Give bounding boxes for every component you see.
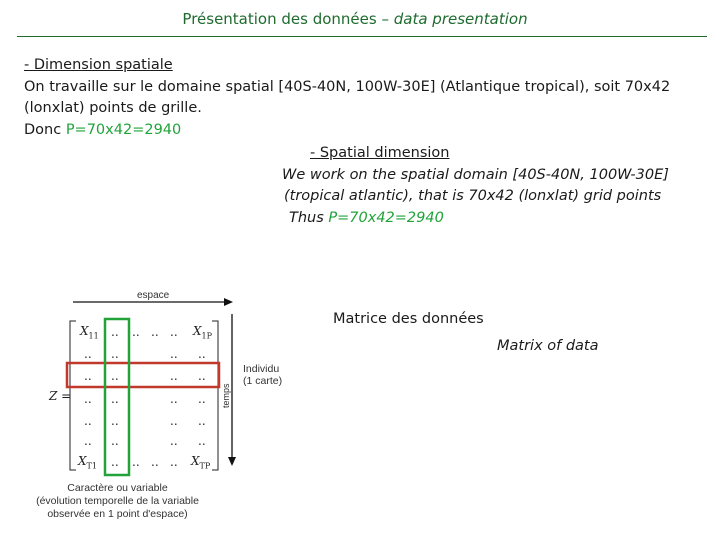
matrix-cell-x1p: $X_{1P}$ <box>193 324 213 341</box>
matrix-cell: .. <box>170 414 178 428</box>
matrix-title-fr: Matrice des données <box>333 311 484 327</box>
matrix-cell-xtp: $X_{TP}$ <box>191 454 211 471</box>
space-arrow-head <box>224 298 233 306</box>
title-french: Présentation des données – <box>182 10 389 28</box>
matrix-cell: .. <box>198 392 206 406</box>
matrix-cell: .. <box>84 414 92 428</box>
matrix-cell: .. <box>111 455 119 469</box>
z-label: Z = <box>49 389 72 403</box>
french-line-1: On travaille sur le domaine spatial [40S-40N, 100W-30E] (Atlantique tropical), soit 70x42 <box>24 78 671 95</box>
matrix-cell: .. <box>170 369 178 383</box>
matrix-cell: .. <box>198 369 206 383</box>
matrix-cell: .. <box>151 325 159 339</box>
matrix-cell: .. <box>111 414 119 428</box>
matrix-cell: .. <box>84 434 92 448</box>
english-heading: - Spatial dimension <box>310 145 450 161</box>
matrix-cell: .. <box>198 347 206 361</box>
matrix-cell: .. <box>111 347 119 361</box>
matrix-cell: .. <box>170 347 178 361</box>
matrix-cell: .. <box>170 392 178 406</box>
matrix-cell-x11: $X_{11}$ <box>80 324 99 341</box>
matrix-cell: .. <box>132 455 140 469</box>
matrix-title-en: Matrix of data <box>497 338 599 354</box>
matrix-cell: .. <box>84 347 92 361</box>
french-p-value: P=70x42=2940 <box>65 121 182 138</box>
english-line-2: (tropical atlantic), that is 70x42 (lonxlat) grid points <box>284 188 662 204</box>
title-english: data presentation <box>393 10 528 28</box>
right-bracket <box>212 321 218 470</box>
matrix-cell: .. <box>132 325 140 339</box>
column-caption: Caractère ou variable (évolution temporelle de la variable observée en 1 point d'espace) <box>36 482 199 520</box>
matrix-cell: .. <box>111 434 119 448</box>
matrix-cell: .. <box>111 325 119 339</box>
matrix-cell: .. <box>84 369 92 383</box>
individual-label: Individu (1 carte) <box>243 363 283 387</box>
matrix-cell: .. <box>111 369 119 383</box>
space-label: espace <box>137 290 170 301</box>
french-thus: Donc <box>24 121 66 138</box>
english-line-3: Thus P=70x42=2940 <box>289 209 444 226</box>
matrix-cell: .. <box>170 325 178 339</box>
matrix-cell: .. <box>198 434 206 448</box>
english-line-1: We work on the spatial domain [40S-40N, 100W-30E] <box>282 166 669 183</box>
matrix-cell: .. <box>170 455 178 469</box>
french-line-2: (lonxlat) points de grille. <box>24 100 202 116</box>
matrix-cell-xt1: $X_{T1}$ <box>78 454 97 471</box>
matrix-cell: .. <box>84 392 92 406</box>
matrix-cell: .. <box>198 414 206 428</box>
matrix-cell: .. <box>170 434 178 448</box>
matrix-cell: .. <box>151 455 159 469</box>
french-heading: - Dimension spatiale <box>24 57 173 73</box>
matrix-cell: .. <box>111 392 119 406</box>
time-label: temps <box>221 383 231 408</box>
time-arrow-head <box>228 457 236 466</box>
english-p-value: P=70x42=2940 <box>328 209 444 226</box>
